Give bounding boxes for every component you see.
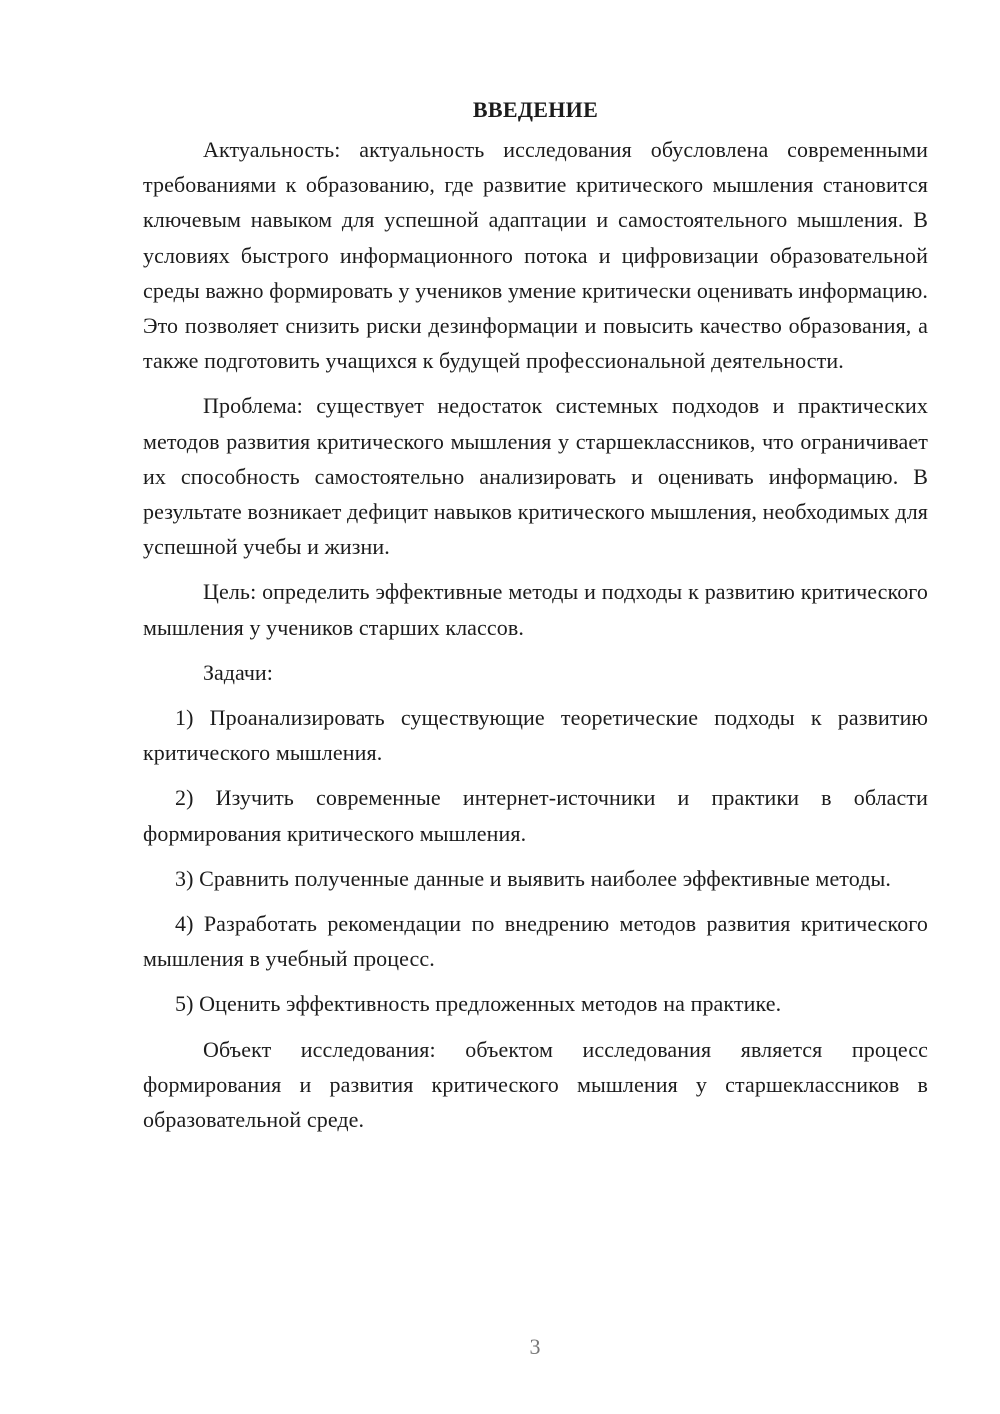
task-item: 2) Изучить современные интернет-источники и практики в области формирования критического мышления. [143,785,928,846]
task-item: 1) Проанализировать существующие теоретические подходы к развитию критического мышления. [143,705,928,766]
document-page [143,92,928,1147]
goal-paragraph: Цель: определить эффективные методы и подходы к развитию критического мышления у учеников старших классов. [143,579,928,640]
task-item: 5) Оценить эффективность предложенных методов на практике. [175,991,782,1017]
object-paragraph: Объект исследования: объектом исследования является процесс формирования и развития критического мышления у старшеклассников в образовательной среде. [143,1036,928,1133]
task-item: 3) Сравнить полученные данные и выявить наиболее эффективные методы. [175,865,891,891]
tasks-heading: Задачи: [203,659,273,685]
page-number: 3 [529,1334,541,1359]
problem-paragraph: Проблема: существует недостаток системных подходов и практических методов развития критического мышления у старшеклассников, что ограничивает их способность самостоятельно анализировать и оценивать информацию. В результате возникает дефицит навыков критического мышления, необходимых для успешной учебы и жизни. [143,393,928,560]
task-item: 4) Разработать рекомендации по внедрению методов развития критического мышления в учебный процесс. [143,911,928,972]
relevance-paragraph: Актуальность: актуальность исследования обусловлена современными требованиями к образованию, где развитие критического мышления становится ключевым навыком для успешной адаптации и самостоятельного мышления. В условиях быстрого информационного потока и цифровизации образовательной среды важно формировать у учеников умение критически оценивать информацию. Это позволяет снизить риски дезинформации и повысить качество образования, а также подготовить учащихся к будущей профессиональной деятельности. [143,137,929,374]
section-title: ВВЕДЕНИЕ [472,97,599,122]
